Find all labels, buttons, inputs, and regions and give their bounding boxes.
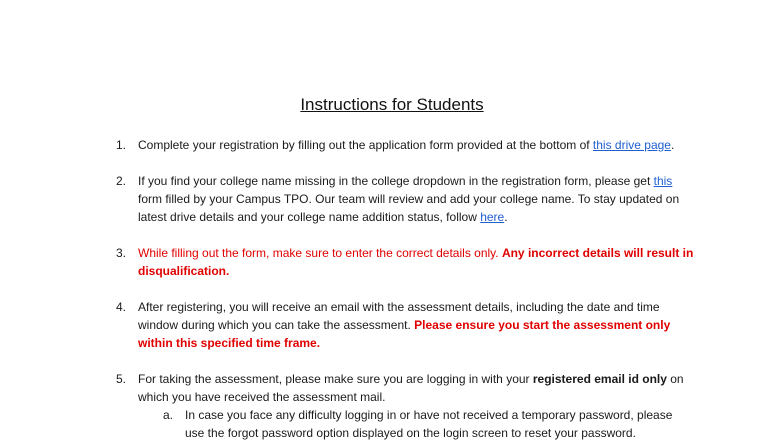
item-number: 1. xyxy=(116,138,127,152)
item-number: 2. xyxy=(116,174,127,188)
item-number: 5. xyxy=(116,372,127,386)
item-text-part: If you find your college name missing in the college dropdown in the registration form, please get xyxy=(138,174,654,188)
item-text xyxy=(138,244,696,280)
disqualification-warning: Any incorrect details will result in disqualification. xyxy=(138,246,694,278)
sub-item-letter: a. xyxy=(163,408,174,422)
item-text xyxy=(138,136,696,154)
item-number: 3. xyxy=(116,246,127,260)
drive-page-link[interactable]: this drive page xyxy=(592,138,671,152)
list-item xyxy=(116,298,696,352)
item-text xyxy=(138,370,696,406)
list-item xyxy=(116,244,696,280)
list-item xyxy=(116,370,696,406)
item-text-part: on which you have received the assessment mail. xyxy=(138,372,684,404)
drive-updates-link[interactable]: here xyxy=(480,210,505,224)
college-form-link[interactable]: this xyxy=(653,174,673,188)
warning-text: While filling out the form, make sure to enter the correct details only. xyxy=(138,246,502,260)
item-text-part: Complete your registration by filling out the application form provided at the bottom of xyxy=(138,138,593,152)
item-text xyxy=(138,172,696,226)
item-text-part: form filled by your Campus TPO. Our team will review and add your college name. To stay updated on latest drive details and your college name addition status, follow xyxy=(138,192,680,224)
list-item xyxy=(116,172,696,226)
item-number: 4. xyxy=(116,300,127,314)
item-text-part: . xyxy=(504,210,508,224)
item-text-part: After registering, you will receive an email with the assessment details, including the date and time window during which you can take the assessment. xyxy=(138,300,660,332)
registered-email-emphasis: registered email id only xyxy=(532,372,667,386)
sub-item-text: In case you face any difficulty logging in or have not received a temporary password, please use the forgot password option displayed on the login screen to reset your password. xyxy=(185,408,673,440)
sub-list-item xyxy=(163,406,693,441)
item-text-part: . xyxy=(670,138,675,152)
page-title: Instructions for Students xyxy=(300,95,484,114)
list-item xyxy=(116,136,696,154)
item-text-part: For taking the assessment, please make sure you are logging in with your xyxy=(138,372,533,386)
time-frame-warning: Please ensure you start the assessment only within this specified time frame. xyxy=(138,318,671,350)
item-text xyxy=(138,298,696,352)
